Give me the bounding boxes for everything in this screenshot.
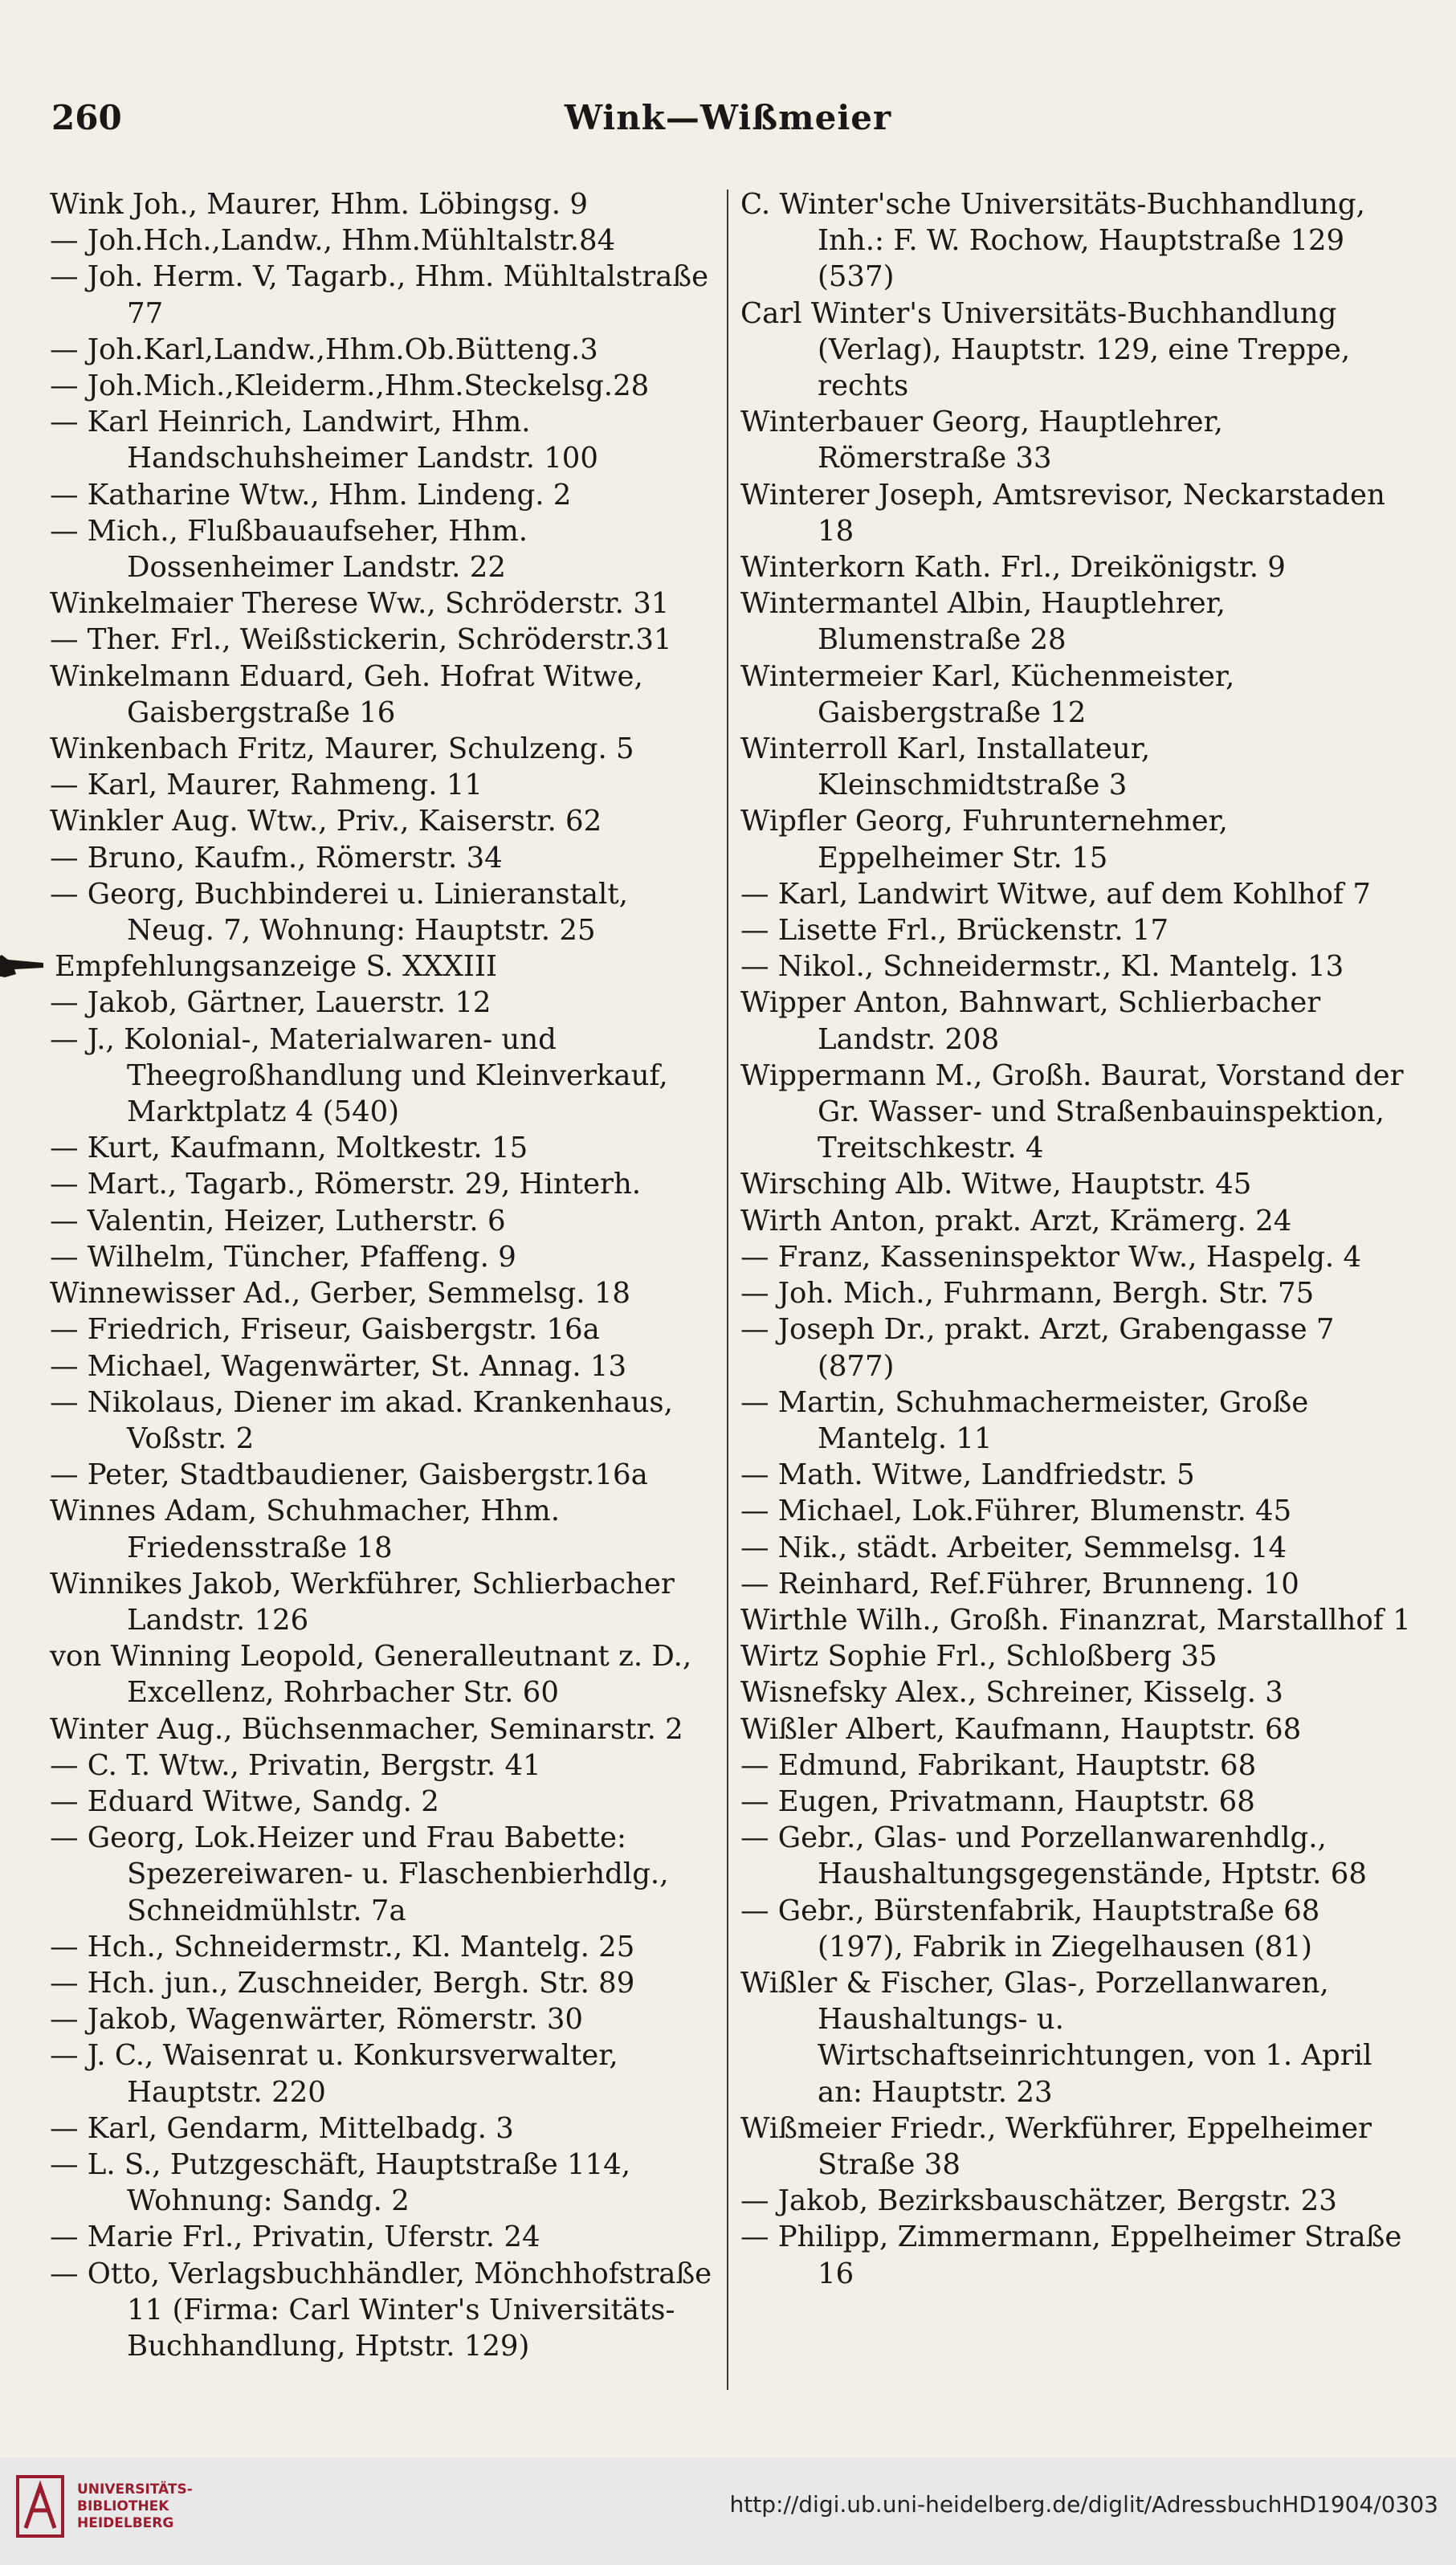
list-item: Wintermantel Albin, Hauptlehrer, Blumenstraße 28	[740, 587, 1226, 657]
list-item: Winter Aug., Büchsenmacher, Seminarstr. 2	[50, 1712, 683, 1746]
column-divider	[727, 190, 728, 2390]
list-item: Wippermann M., Großh. Baurat, Vorstand der Gr. Wasser- und Straßenbauinspektion, Treitschkestr. 4	[740, 1058, 1404, 1165]
list-item: — Franz, Kasseninspektor Ww., Haspelg. 4	[740, 1240, 1362, 1274]
list-item: — Joh.Mich.,Kleiderm.,Hhm.Steckelsg.28	[50, 369, 650, 403]
list-item: — Kurt, Kaufmann, Moltkestr. 15	[50, 1132, 528, 1165]
left-column	[50, 186, 724, 2364]
list-item: Winterbauer Georg, Hauptlehrer, Römerstraße 33	[740, 406, 1223, 475]
list-item: — Hch., Schneidermstr., Kl. Mantelg. 25	[50, 1930, 635, 1964]
list-item: Winnikes Jakob, Werkführer, Schlierbacher Landstr. 126	[50, 1567, 675, 1637]
list-item: — Hch. jun., Zuschneider, Bergh. Str. 89	[50, 1966, 635, 2000]
list-item: — Michael, Lok.Führer, Blumenstr. 45	[740, 1495, 1292, 1528]
list-item: Wipfler Georg, Fuhrunternehmer, Eppelheimer Str. 15	[740, 805, 1228, 875]
list-item: — Joseph Dr., prakt. Arzt, Grabengasse 7 (877)	[740, 1313, 1335, 1383]
page-header	[50, 90, 1406, 154]
list-item: — Jakob, Wagenwärter, Römerstr. 30	[50, 2003, 583, 2037]
list-item: — J. C., Waisenrat u. Konkursverwalter, Hauptstr. 220	[50, 2039, 618, 2109]
list-item: von Winning Leopold, Generalleutnant z. D., Excellenz, Rohrbacher Str. 60	[50, 1640, 692, 1710]
list-item: — Karl, Maurer, Rahmeng. 11	[50, 769, 483, 802]
list-item: — Bruno, Kaufm., Römerstr. 34	[50, 841, 503, 875]
list-item: — Math. Witwe, Landfriedstr. 5	[740, 1458, 1195, 1492]
library-name: UNIVERSITÄTS- BIBLIOTHEK HEIDELBERG	[77, 2481, 193, 2531]
list-item: Winkelmann Eduard, Geh. Hofrat Witwe, Gaisbergstraße 16	[50, 659, 643, 729]
list-item: Wirthle Wilh., Großh. Finanzrat, Marstallhof 1	[740, 1603, 1411, 1637]
list-item: Wirsching Alb. Witwe, Hauptstr. 45	[740, 1168, 1252, 1201]
list-item: — Ther. Frl., Weißstickerin, Schröderstr.31	[50, 623, 672, 657]
list-item: — Nikolaus, Diener im akad. Krankenhaus, Voßstr. 2	[50, 1385, 673, 1455]
list-item: — Nik., städt. Arbeiter, Semmelsg. 14	[740, 1531, 1287, 1564]
library-logo[interactable]	[16, 2473, 217, 2551]
list-item: — Philipp, Zimmermann, Eppelheimer Straße 16	[740, 2220, 1402, 2290]
list-item: — Friedrich, Friseur, Gaisbergstr. 16a	[50, 1313, 600, 1347]
list-item: — Jakob, Gärtner, Lauerstr. 12	[50, 986, 491, 1020]
list-item: — C. T. Wtw., Privatin, Bergstr. 41	[50, 1748, 541, 1782]
list-item: Winkler Aug. Wtw., Priv., Kaiserstr. 62	[50, 805, 602, 838]
list-item: — L. S., Putzgeschäft, Hauptstraße 114, Wohnung: Sandg. 2	[50, 2147, 631, 2218]
list-item: Wirth Anton, prakt. Arzt, Krämerg. 24	[740, 1204, 1292, 1238]
list-item: C. Winter'sche Universitäts-Buchhandlung, Inh.: F. W. Rochow, Hauptstraße 129 (537)	[740, 188, 1365, 294]
list-item: Carl Winter's Universitäts-Buchhandlung (Verlag), Hauptstr. 129, eine Treppe, rechts	[740, 296, 1351, 403]
list-item: Wirtz Sophie Frl., Schloßberg 35	[740, 1640, 1217, 1674]
list-item: Wißmeier Friedr., Werkführer, Eppelheimer Straße 38	[740, 2111, 1372, 2181]
list-item: Wißler Albert, Kaufmann, Hauptstr. 68	[740, 1712, 1302, 1746]
list-item: Winterroll Karl, Installateur, Kleinschmidtstraße 3	[740, 732, 1151, 802]
list-item: — Katharine Wtw., Hhm. Lindeng. 2	[50, 478, 572, 512]
list-item: — Gebr., Glas- und Porzellanwarenhdlg., Haushaltungsgegenstände, Hptstr. 68	[740, 1821, 1367, 1891]
list-item: Wink Joh., Maurer, Hhm. Löbingsg. 9	[50, 188, 588, 221]
running-head: Wink—Wißmeier	[564, 98, 892, 137]
viewer-footer	[0, 2457, 1456, 2565]
list-item: — Karl, Gendarm, Mittelbadg. 3	[50, 2111, 514, 2145]
list-item: — Reinhard, Ref.Führer, Brunneng. 10	[740, 1567, 1299, 1601]
list-item: — Lisette Frl., Brückenstr. 17	[740, 914, 1169, 948]
list-item: — Martin, Schuhmachermeister, Große Mantelg. 11	[740, 1385, 1309, 1455]
list-item: — Joh.Hch.,Landw., Hhm.Mühltalstr.84	[50, 224, 616, 258]
list-item: Winterkorn Kath. Frl., Dreikönigstr. 9	[740, 551, 1286, 585]
pointing-hand-icon	[50, 953, 124, 981]
list-item: Wintermeier Karl, Küchenmeister, Gaisbergstraße 12	[740, 659, 1235, 729]
list-item: — Eduard Witwe, Sandg. 2	[50, 1784, 439, 1818]
list-item: — Mart., Tagarb., Römerstr. 29, Hinterh.	[50, 1168, 642, 1201]
list-item: Winnes Adam, Schuhmacher, Hhm. Friedensstraße 18	[50, 1495, 560, 1564]
list-item: — Karl Heinrich, Landwirt, Hhm. Handschuhsheimer Landstr. 100	[50, 406, 598, 475]
list-item: — Gebr., Bürstenfabrik, Hauptstraße 68 (197), Fabrik in Ziegelhausen (81)	[740, 1894, 1320, 1964]
right-column	[740, 186, 1411, 2292]
page-number: 260	[51, 98, 122, 137]
list-item: — J., Kolonial-, Materialwaren- und Theegroßhandlung und Kleinverkauf, Marktplatz 4 (540)	[50, 1022, 668, 1129]
list-item: Wisnefsky Alex., Schreiner, Kisselg. 3	[740, 1676, 1283, 1710]
list-item: — Edmund, Fabrikant, Hauptstr. 68	[740, 1748, 1257, 1782]
list-item: — Georg, Lok.Heizer und Frau Babette: Spezereiwaren- u. Flaschenbierhdlg., Schneidmühlstr. 7a	[50, 1821, 669, 1927]
list-item: Winterer Joseph, Amtsrevisor, Neckarstaden 18	[740, 478, 1385, 548]
list-item: — Otto, Verlagsbuchhändler, Mönchhofstraße 11 (Firma: Carl Winter's Universitäts-Buchhandlung, Hptstr. 129)	[50, 2257, 712, 2363]
advert-reference-text: Empfehlungsanzeige S. XXXIII	[55, 950, 497, 984]
list-item: — Marie Frl., Privatin, Uferstr. 24	[50, 2220, 540, 2254]
list-item: — Wilhelm, Tüncher, Pfaffeng. 9	[50, 1240, 516, 1274]
library-emblem-icon	[16, 2473, 67, 2541]
list-item: Winnewisser Ad., Gerber, Semmelsg. 18	[50, 1277, 631, 1311]
list-item: Wißler & Fischer, Glas-, Porzellanwaren, Haushaltungs- u. Wirtschaftseinrichtungen, von 1. April an: Hauptstr. 23	[740, 1966, 1372, 2109]
source-url-link[interactable]: http://digi.ub.uni-heidelberg.de/diglit/AdressbuchHD1904/0303	[729, 2491, 1438, 2518]
advert-reference	[50, 948, 724, 985]
list-item: — Joh. Mich., Fuhrmann, Bergh. Str. 75	[740, 1277, 1315, 1311]
list-item: — Mich., Flußbauaufseher, Hhm. Dossenheimer Landstr. 22	[50, 514, 528, 585]
list-item: — Jakob, Bezirksbauschätzer, Bergstr. 23	[740, 2184, 1337, 2218]
list-item: — Karl, Landwirt Witwe, auf dem Kohlhof 7	[740, 877, 1371, 911]
list-item: — Joh. Herm. V, Tagarb., Hhm. Mühltalstraße 77	[50, 260, 709, 330]
list-item: — Eugen, Privatmann, Hauptstr. 68	[740, 1784, 1255, 1818]
list-item: Winkenbach Fritz, Maurer, Schulzeng. 5	[50, 732, 634, 766]
list-item: Winkelmaier Therese Ww., Schröderstr. 31	[50, 587, 670, 621]
list-item: — Valentin, Heizer, Lutherstr. 6	[50, 1204, 506, 1238]
list-item: — Peter, Stadtbaudiener, Gaisbergstr.16a	[50, 1458, 648, 1492]
list-item: — Joh.Karl,Landw.,Hhm.Ob.Bütteng.3	[50, 332, 598, 366]
list-item: — Nikol., Schneidermstr., Kl. Mantelg. 13	[740, 950, 1344, 984]
list-item: — Michael, Wagenwärter, St. Annag. 13	[50, 1349, 627, 1383]
list-item: Wipper Anton, Bahnwart, Schlierbacher Landstr. 208	[740, 986, 1321, 1056]
list-item: — Georg, Buchbinderei u. Linieranstalt, Neug. 7, Wohnung: Hauptstr. 25	[50, 877, 628, 948]
